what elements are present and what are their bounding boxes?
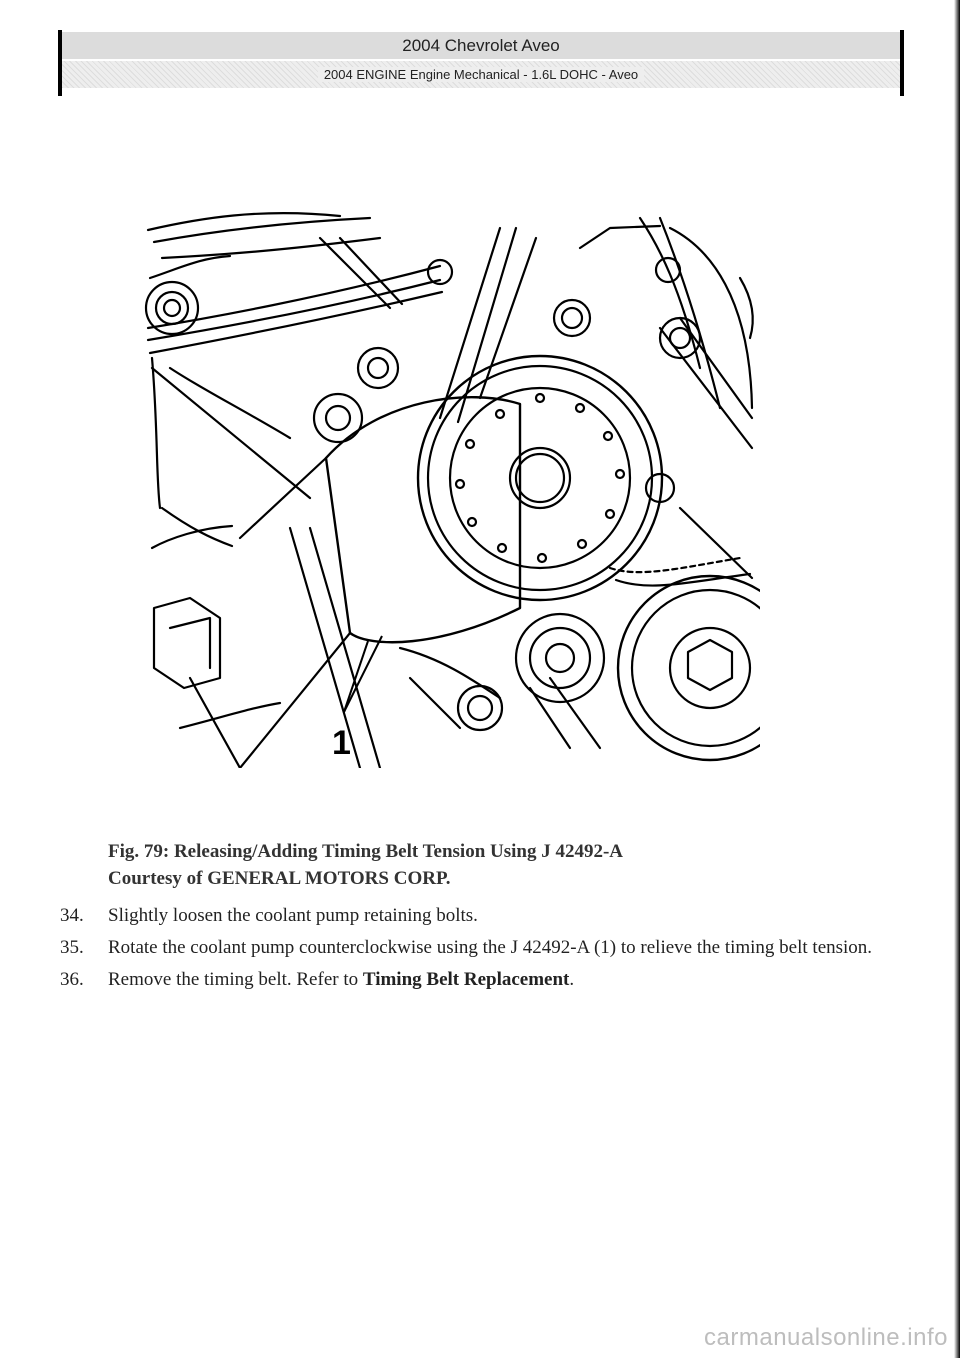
page-edge-shadow <box>954 0 960 1358</box>
procedure-steps <box>60 902 880 998</box>
callout-label: 1 <box>332 724 351 762</box>
header-subtitle-text: 2004 ENGINE Engine Mechanical - 1.6L DOHC - Aveo <box>318 67 644 82</box>
caption-line-2: Courtesy of GENERAL MOTORS CORP. <box>108 868 451 889</box>
header-subtitle <box>62 61 900 88</box>
timing-belt-illustration <box>140 208 760 768</box>
step-34 <box>60 902 880 930</box>
callout-leader <box>344 636 382 712</box>
center-left-bolt <box>314 394 362 442</box>
upper-right-bolt <box>554 300 590 336</box>
step-text: Rotate the coolant pump counterclockwise using the J 42492-A (1) to relieve the timing belt tension. <box>108 937 873 958</box>
crank-bolt <box>688 640 732 690</box>
sprocket-holes <box>456 394 624 562</box>
timing-belt-figure <box>140 208 760 768</box>
caption-line-1: Fig. 79: Releasing/Adding Timing Belt Tension Using J 42492-A <box>108 841 624 862</box>
page-header <box>58 30 904 96</box>
header-title: 2004 Chevrolet Aveo <box>62 32 900 59</box>
figure-caption <box>108 838 868 892</box>
step-36 <box>60 966 880 994</box>
coolant-pump-sprocket <box>418 356 662 600</box>
step-text: Slightly loosen the coolant pump retaining bolts. <box>108 905 478 926</box>
step-text-after: . <box>569 969 575 990</box>
step-number: 36. <box>60 969 84 990</box>
step-35 <box>60 934 880 962</box>
upper-bolt <box>358 348 398 388</box>
watermark: carmanualsonline.info <box>704 1324 948 1351</box>
step-number: 34. <box>60 905 84 926</box>
left-bolt-outer <box>146 282 198 334</box>
lower-bolt <box>458 686 502 730</box>
step-number: 35. <box>60 937 84 958</box>
step-text-before: Remove the timing belt. Refer to <box>108 969 363 990</box>
timing-belt-replacement-link[interactable]: Timing Belt Replacement <box>362 969 570 990</box>
